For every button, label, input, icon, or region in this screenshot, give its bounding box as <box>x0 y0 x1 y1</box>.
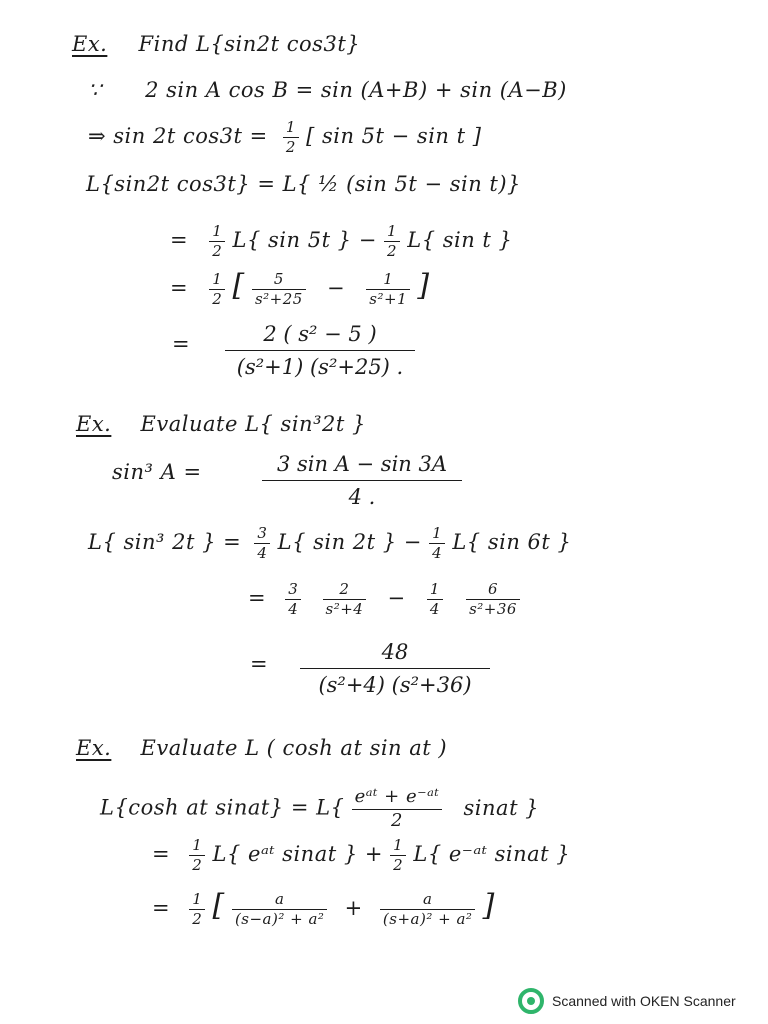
half-fraction: $\frac{1}{2}$ <box>209 222 225 261</box>
half-fraction: $\frac{1}{2}$ <box>209 270 225 309</box>
ex2-heading-row <box>76 412 366 436</box>
half-fraction: $\frac{1}{2}$ <box>384 222 400 261</box>
scanner-watermark-text: Scanned with OKEN Scanner <box>552 993 736 1009</box>
ex1-result-denominator: (s²+1) (s²+25) . <box>236 355 404 379</box>
ex1-heading: Find L{sin2t cos3t} <box>138 32 361 56</box>
ex2-heading: Evaluate L{ sin³2t } <box>140 412 366 436</box>
ex1-result-eq: = <box>172 332 191 356</box>
ex2-label: Ex. <box>76 412 112 436</box>
half-fraction: $\frac{1}{2}$ <box>189 890 205 929</box>
ex1-identity: 2 sin A cos B = sin (A+B) + sin (A−B) <box>145 78 567 102</box>
ex1-step-split-b: L{ sin t } <box>407 227 513 252</box>
ex1-result-numerator: 2 ( s² − 5 ) <box>263 322 377 346</box>
ex2-step-split: L{ sin³ 2t } = $\frac{3}{4}$ L{ sin 2t } − $\frac{1}{4}$ L{ sin 6t } <box>88 524 572 562</box>
ex1-step-split: = $\frac{1}{2}$ L{ sin 5t } − $\frac{1}{2}$ L{ sin t } <box>170 222 513 260</box>
quarter-fraction: $\frac{1}{4}$ <box>427 580 443 619</box>
ex3-fraction-shift-plus: $\frac{a}{\text{(s+a)² + a²}}$ <box>380 890 476 929</box>
ex1-step-split-a: L{ sin 5t } − <box>232 227 377 252</box>
scanner-watermark <box>518 988 736 1014</box>
three-quarter-fraction: $\frac{3}{4}$ <box>254 524 270 563</box>
ex1-step-product-lhs: ⇒ sin 2t cos3t = <box>88 123 268 148</box>
half-fraction: $\frac{1}{2}$ <box>189 836 205 875</box>
ex2-identity <box>262 452 462 509</box>
ex2-result-denominator: (s²+4) (s²+36) <box>318 673 472 697</box>
ex3-fraction-cosh: $\frac{\text{eᵃᵗ + e⁻ᵃᵗ}}{2}$ <box>352 786 443 832</box>
half-fraction: $\frac{1}{2}$ <box>390 836 406 875</box>
ex2-identity-numerator: 3 sin A − sin 3A <box>276 452 448 476</box>
ex2-result-numerator: 48 <box>381 640 409 664</box>
ex2-identity-denominator: 4 . <box>348 485 376 509</box>
ex1-step-product-rhs: [ sin 5t − sin t ] <box>306 123 482 148</box>
oken-logo-icon <box>518 988 544 1014</box>
ex3-step-laplace: = $\frac{1}{2}$ [ $\frac{a}{\text{(s−a)² + a²}}$ + $\frac{a}{\text{(s+a)² + a²}}$ ] <box>152 888 495 928</box>
because-symbol: ∵ <box>88 78 102 102</box>
ex3-step-split: = $\frac{1}{2}$ L{ eᵃᵗ sinat } + $\frac{1}{2}$ L{ e⁻ᵃᵗ sinat } <box>152 836 571 874</box>
ex3-step-expand: L{cosh at sinat} = L{ $\frac{\text{eᵃᵗ + e⁻ᵃᵗ}}{2}$ sinat } <box>100 786 540 831</box>
ex1-identity-row <box>88 78 567 102</box>
ex2-fraction-sin2t: $\frac{2}{\text{s²+4}}$ <box>323 580 367 619</box>
ex1-label: Ex. <box>72 32 108 56</box>
ex1-step-laplace: = $\frac{1}{2}$ [ $\frac{5}{\text{s²+25}}$ − $\frac{1}{\text{s²+1}}$ ] <box>170 268 430 308</box>
ex3-heading-row <box>76 736 447 760</box>
ex1-step-product <box>88 118 481 157</box>
ex3-heading: Evaluate L ( cosh at sin at ) <box>140 736 448 760</box>
three-quarter-fraction: $\frac{3}{4}$ <box>285 580 301 619</box>
ex1-fraction-sint: $\frac{1}{\text{s²+1}}$ <box>366 270 410 309</box>
ex1-fraction-sin5t: $\frac{5}{\text{s²+25}}$ <box>252 270 306 309</box>
ex2-result <box>300 640 490 697</box>
ex1-result <box>225 322 415 379</box>
ex1-heading-row <box>72 32 360 56</box>
ex2-step-laplace: = $\frac{3}{4}$ $\frac{2}{\text{s²+4}}$ − $\frac{1}{4}$ $\frac{6}{\text{s²+36}}$ <box>248 580 520 619</box>
ex2-fraction-sin6t: $\frac{6}{\text{s²+36}}$ <box>466 580 520 619</box>
half-fraction: $\frac{1}{2}$ <box>283 118 299 157</box>
ex2-result-eq: = <box>250 652 269 676</box>
quarter-fraction: $\frac{1}{4}$ <box>429 524 445 563</box>
ex3-fraction-shift-minus: $\frac{a}{\text{(s−a)² + a²}}$ <box>232 890 328 929</box>
ex2-identity-lhs: sin³ A = <box>112 460 202 484</box>
ex3-label: Ex. <box>76 736 112 760</box>
ex1-step-transform: L{sin2t cos3t} = L{ ½ (sin 5t − sin t)} <box>86 172 521 196</box>
